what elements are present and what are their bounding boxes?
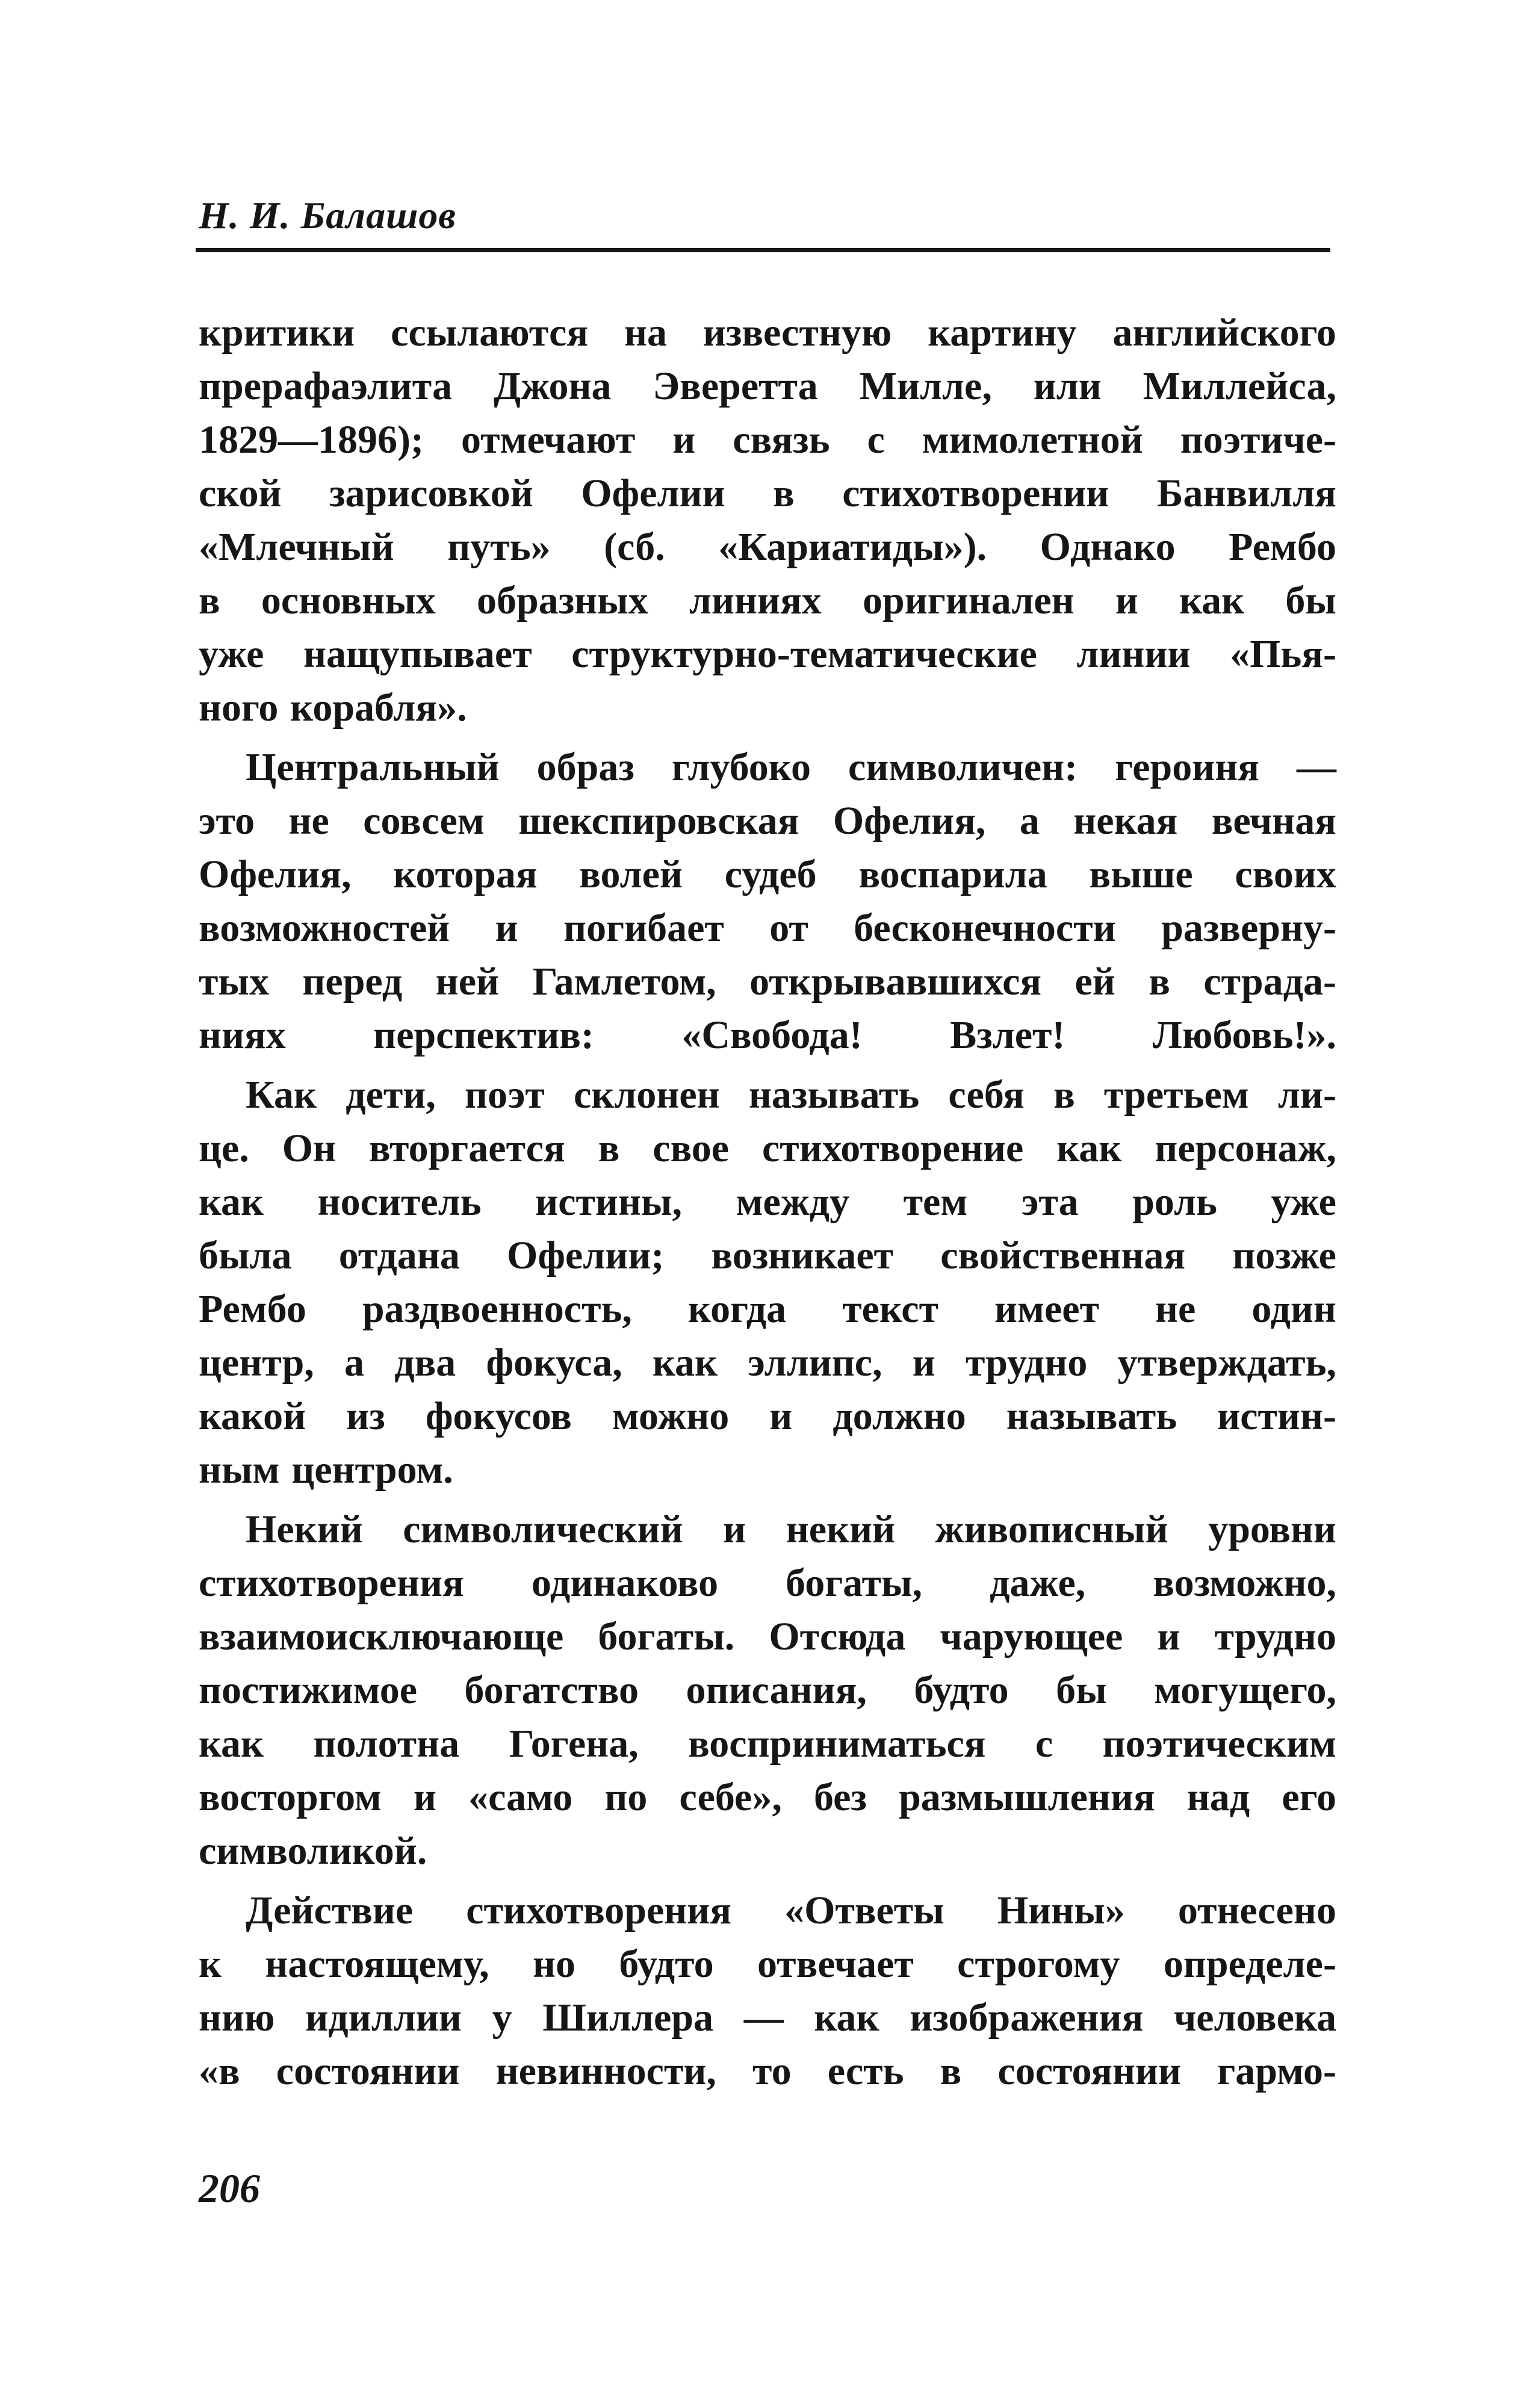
word: перспектив: xyxy=(373,1013,594,1057)
word: английского xyxy=(1112,311,1336,355)
word: уровни xyxy=(1208,1507,1336,1551)
word: «Кариатиды»). xyxy=(718,525,987,569)
word: Любовь!». xyxy=(1152,1013,1336,1057)
word: «само xyxy=(468,1775,573,1819)
word: линиях xyxy=(689,579,822,622)
paragraph xyxy=(199,306,1336,734)
word: картину xyxy=(928,311,1077,355)
header-rule xyxy=(196,248,1330,252)
word: Как xyxy=(246,1073,317,1117)
word: героиня xyxy=(1115,745,1259,789)
word: богаты. xyxy=(598,1615,735,1659)
word: Центральный xyxy=(246,745,500,789)
word: известную xyxy=(702,311,892,355)
word: выше xyxy=(1089,852,1193,896)
text-line xyxy=(199,520,1336,574)
word: над xyxy=(1186,1775,1250,1819)
text-line xyxy=(199,1663,1336,1717)
word: прерафаэлита xyxy=(199,364,453,408)
word: роль xyxy=(1132,1180,1217,1224)
word: фокусов xyxy=(425,1394,572,1438)
paragraph xyxy=(199,1884,1336,2098)
word: символичен: xyxy=(848,745,1078,789)
word: открывавшихся xyxy=(749,960,1042,1004)
word: ным xyxy=(199,1448,280,1492)
word: своих xyxy=(1235,852,1336,896)
word: себя xyxy=(948,1073,1025,1117)
word: Милле, xyxy=(859,364,992,408)
word: зарисовкой xyxy=(329,471,533,515)
word: «в xyxy=(199,2049,240,2093)
word: ей xyxy=(1074,960,1115,1004)
word: есть xyxy=(827,2049,904,2093)
word: шекспировская xyxy=(518,799,799,843)
word: бы xyxy=(1285,579,1336,622)
paragraph xyxy=(199,1068,1336,1497)
word: Рембо xyxy=(199,1287,306,1331)
word: ссылаются xyxy=(391,311,589,355)
page-number: 206 xyxy=(199,2165,260,2211)
word: но xyxy=(532,1942,575,1986)
word: Банвилля xyxy=(1156,471,1336,515)
word: человека xyxy=(1174,1996,1336,2040)
text-line xyxy=(199,1068,1336,1122)
word: волей xyxy=(579,852,683,896)
word: Миллейса, xyxy=(1143,364,1336,408)
word: какой xyxy=(199,1394,306,1438)
word: ли- xyxy=(1277,1073,1336,1117)
word: Офелия, xyxy=(833,799,986,843)
word: изображения xyxy=(910,1996,1144,2040)
word: будто xyxy=(619,1942,714,1986)
word: символический xyxy=(403,1507,683,1551)
word: вечная xyxy=(1211,799,1336,843)
word: центр, xyxy=(199,1341,314,1385)
word: судеб xyxy=(724,852,817,896)
word: размышления xyxy=(899,1775,1155,1819)
word: имеет xyxy=(994,1287,1100,1331)
word: фокуса, xyxy=(486,1341,622,1385)
text-line xyxy=(199,1610,1336,1663)
text-line xyxy=(199,1717,1336,1770)
word: трудно xyxy=(966,1341,1088,1385)
word: и xyxy=(769,1394,793,1438)
word: даже, xyxy=(990,1561,1086,1605)
word: а xyxy=(1019,799,1040,843)
running-head: Н. И. Балашов xyxy=(199,194,456,237)
word: истин- xyxy=(1217,1394,1336,1438)
word: линии xyxy=(1076,632,1191,676)
word: которая xyxy=(393,852,538,896)
word: стихотворения xyxy=(466,1888,732,1932)
text-line xyxy=(199,740,1336,794)
word: это xyxy=(199,799,255,843)
word: без xyxy=(813,1775,867,1819)
word: идиллии xyxy=(305,1996,462,2040)
word: Однако xyxy=(1040,525,1176,569)
word: называть xyxy=(1006,1394,1177,1438)
word: Отсюда xyxy=(769,1615,906,1659)
word: Эверетта xyxy=(653,364,818,408)
word: воспарила xyxy=(858,852,1047,896)
text-line xyxy=(199,359,1336,413)
word: Джона xyxy=(493,364,612,408)
word: то xyxy=(752,2049,792,2093)
word: бы xyxy=(1056,1668,1107,1712)
word: Гамлетом, xyxy=(532,960,716,1004)
word: Шиллера xyxy=(542,1996,713,2040)
word: основных xyxy=(261,579,436,622)
word: возможностей xyxy=(199,906,450,950)
word: и xyxy=(495,906,518,950)
text-line xyxy=(199,1282,1336,1336)
word: корабля». xyxy=(290,686,467,730)
word: глубоко xyxy=(671,745,811,789)
word: носитель xyxy=(317,1180,482,1224)
word: строгому xyxy=(957,1942,1120,1986)
word: некий xyxy=(786,1507,896,1551)
word: — xyxy=(743,1996,784,2040)
word: Некий xyxy=(246,1507,363,1551)
word: гармо- xyxy=(1217,2049,1336,2093)
text-line xyxy=(199,848,1336,901)
word: можно xyxy=(612,1394,730,1438)
word: оригинален xyxy=(862,579,1074,622)
word: постижимое xyxy=(199,1668,418,1712)
word: взаимоисключающе xyxy=(199,1615,564,1659)
word: связь xyxy=(733,418,830,462)
word: Действие xyxy=(246,1888,414,1932)
word: перед xyxy=(302,960,403,1004)
word: Он xyxy=(282,1126,336,1170)
word: состоянии xyxy=(276,2049,460,2093)
word: «Ответы xyxy=(784,1888,944,1932)
word: и xyxy=(723,1507,746,1551)
word: Взлет! xyxy=(950,1013,1065,1057)
word: поэтиче- xyxy=(1180,418,1336,462)
word: один xyxy=(1251,1287,1336,1331)
word: центром. xyxy=(291,1448,453,1492)
word: у xyxy=(492,1996,512,2040)
word: текст xyxy=(842,1287,938,1331)
text-line xyxy=(199,574,1336,627)
word: ней xyxy=(435,960,500,1004)
word: будто xyxy=(914,1668,1009,1712)
word: полотна xyxy=(313,1722,460,1766)
word: невинности, xyxy=(495,2049,716,2093)
word: поэт xyxy=(465,1073,545,1117)
text-line xyxy=(199,1122,1336,1175)
word: Офелии; xyxy=(507,1233,665,1277)
word: утверждать, xyxy=(1117,1341,1336,1385)
word: стихотворении xyxy=(842,471,1109,515)
word: или xyxy=(1033,364,1102,408)
text-line xyxy=(199,681,1336,734)
text-line xyxy=(199,1503,1336,1556)
word: а xyxy=(344,1341,364,1385)
word: с xyxy=(867,418,885,462)
word: образных xyxy=(476,579,648,622)
word: склонен xyxy=(574,1073,720,1117)
word: восторгом xyxy=(199,1775,382,1819)
body-text xyxy=(199,306,1336,2104)
word: и xyxy=(413,1775,436,1819)
word: с xyxy=(1035,1722,1053,1766)
word: — xyxy=(1296,745,1336,789)
word: в xyxy=(1053,1073,1075,1117)
word: богаты, xyxy=(786,1561,923,1605)
word: себе», xyxy=(679,1775,782,1819)
text-line xyxy=(199,1824,1336,1878)
word: Гогена, xyxy=(509,1722,639,1766)
word: не xyxy=(288,799,329,843)
word: должно xyxy=(833,1394,966,1438)
word: «Пья- xyxy=(1230,632,1336,676)
word: раздвоенность, xyxy=(362,1287,632,1331)
text-line xyxy=(199,1229,1336,1282)
word: Офелии xyxy=(581,471,725,515)
word: как xyxy=(1179,579,1245,622)
text-line xyxy=(199,1556,1336,1610)
word: символикой. xyxy=(199,1829,427,1873)
word: как xyxy=(653,1341,718,1385)
word: и xyxy=(672,418,696,462)
paragraph xyxy=(199,1503,1336,1878)
word: его xyxy=(1282,1775,1336,1819)
word: в xyxy=(598,1126,620,1170)
word: «Млечный xyxy=(199,525,394,569)
word: возможно, xyxy=(1153,1561,1336,1605)
word: эллипс, xyxy=(748,1341,882,1385)
word: дети, xyxy=(346,1073,436,1117)
word: страда- xyxy=(1203,960,1336,1004)
word: настоящему, xyxy=(265,1942,489,1986)
word: отнесено xyxy=(1177,1888,1336,1932)
word: це. xyxy=(199,1126,249,1170)
word: одинаково xyxy=(531,1561,719,1605)
word: погибает xyxy=(563,906,724,950)
word: не xyxy=(1155,1287,1196,1331)
word: два xyxy=(394,1341,456,1385)
word: ской xyxy=(199,471,282,515)
text-line xyxy=(199,306,1336,359)
word: некая xyxy=(1073,799,1178,843)
text-line xyxy=(199,1443,1336,1497)
word: Офелия, xyxy=(199,852,352,896)
word: когда xyxy=(687,1287,787,1331)
word: в xyxy=(199,579,220,622)
word: уже xyxy=(1271,1180,1336,1224)
word: живописный xyxy=(935,1507,1168,1551)
word: истины, xyxy=(535,1180,683,1224)
word: богатство xyxy=(464,1668,639,1712)
word: как xyxy=(199,1722,264,1766)
word: чарующее xyxy=(940,1615,1123,1659)
word: и xyxy=(912,1341,935,1385)
text-line xyxy=(199,794,1336,848)
word: позже xyxy=(1232,1233,1336,1277)
word: как xyxy=(814,1996,879,2040)
word: путь» xyxy=(447,525,551,569)
text-line xyxy=(199,1008,1336,1062)
word: возникает xyxy=(711,1233,894,1277)
word: образ xyxy=(536,745,634,789)
word: ного xyxy=(199,686,279,730)
word: третьем xyxy=(1103,1073,1249,1117)
word: уже xyxy=(199,632,264,676)
word: нию xyxy=(199,1996,275,2040)
word: в xyxy=(940,2049,962,2093)
text-line xyxy=(199,1770,1336,1824)
text-line xyxy=(199,1389,1336,1443)
word: была xyxy=(199,1233,292,1277)
word: персонаж, xyxy=(1155,1126,1336,1170)
word: бесконечности xyxy=(854,906,1116,950)
word: как xyxy=(199,1180,264,1224)
word: и xyxy=(1157,1615,1180,1659)
text-line xyxy=(199,955,1336,1008)
word: тых xyxy=(199,960,269,1004)
text-line xyxy=(199,467,1336,520)
text-line xyxy=(199,1884,1336,1937)
word: к xyxy=(199,1942,222,1986)
word: состоянии xyxy=(997,2049,1182,2093)
word: стихотворение xyxy=(762,1126,1024,1170)
word: трудно xyxy=(1214,1615,1336,1659)
word: из xyxy=(346,1394,385,1438)
word: структурно-тематические xyxy=(571,632,1037,676)
word: критики xyxy=(199,311,355,355)
word: Рембо xyxy=(1229,525,1336,569)
word: от xyxy=(769,906,808,950)
word: отдана xyxy=(338,1233,460,1277)
text-line xyxy=(199,901,1336,955)
word: описания, xyxy=(686,1668,867,1712)
text-line xyxy=(199,1175,1336,1229)
word: поэтическим xyxy=(1102,1722,1336,1766)
word: отмечают xyxy=(460,418,636,462)
word: восприниматься xyxy=(688,1722,986,1766)
word: между xyxy=(736,1180,850,1224)
word: «Свобода! xyxy=(681,1013,863,1057)
text-line xyxy=(199,627,1336,681)
word: свойственная xyxy=(940,1233,1186,1277)
word: могущего, xyxy=(1154,1668,1336,1712)
word: в xyxy=(1149,960,1170,1004)
word: в xyxy=(773,471,795,515)
word: разверну- xyxy=(1161,906,1336,950)
word: нащупывает xyxy=(303,632,532,676)
word: мимолетной xyxy=(922,418,1143,462)
text-line xyxy=(199,1336,1336,1389)
word: на xyxy=(624,311,667,355)
word: (сб. xyxy=(604,525,665,569)
word: отвечает xyxy=(757,1942,914,1986)
word: и xyxy=(1115,579,1138,622)
word: ниях xyxy=(199,1013,286,1057)
word: вторгается xyxy=(369,1126,565,1170)
word: 1829—1896); xyxy=(199,418,424,462)
word: как xyxy=(1056,1126,1122,1170)
text-line xyxy=(199,1937,1336,1991)
text-line xyxy=(199,2044,1336,2098)
word: стихотворения xyxy=(199,1561,464,1605)
word: определе- xyxy=(1163,1942,1336,1986)
text-line xyxy=(199,1991,1336,2044)
word: Нины» xyxy=(997,1888,1125,1932)
word: совсем xyxy=(363,799,485,843)
word: тем xyxy=(903,1180,968,1224)
word: называть xyxy=(748,1073,920,1117)
word: эта xyxy=(1021,1180,1079,1224)
word: по xyxy=(604,1775,648,1819)
paragraph xyxy=(199,740,1336,1062)
word: свое xyxy=(653,1126,730,1170)
text-line xyxy=(199,413,1336,467)
